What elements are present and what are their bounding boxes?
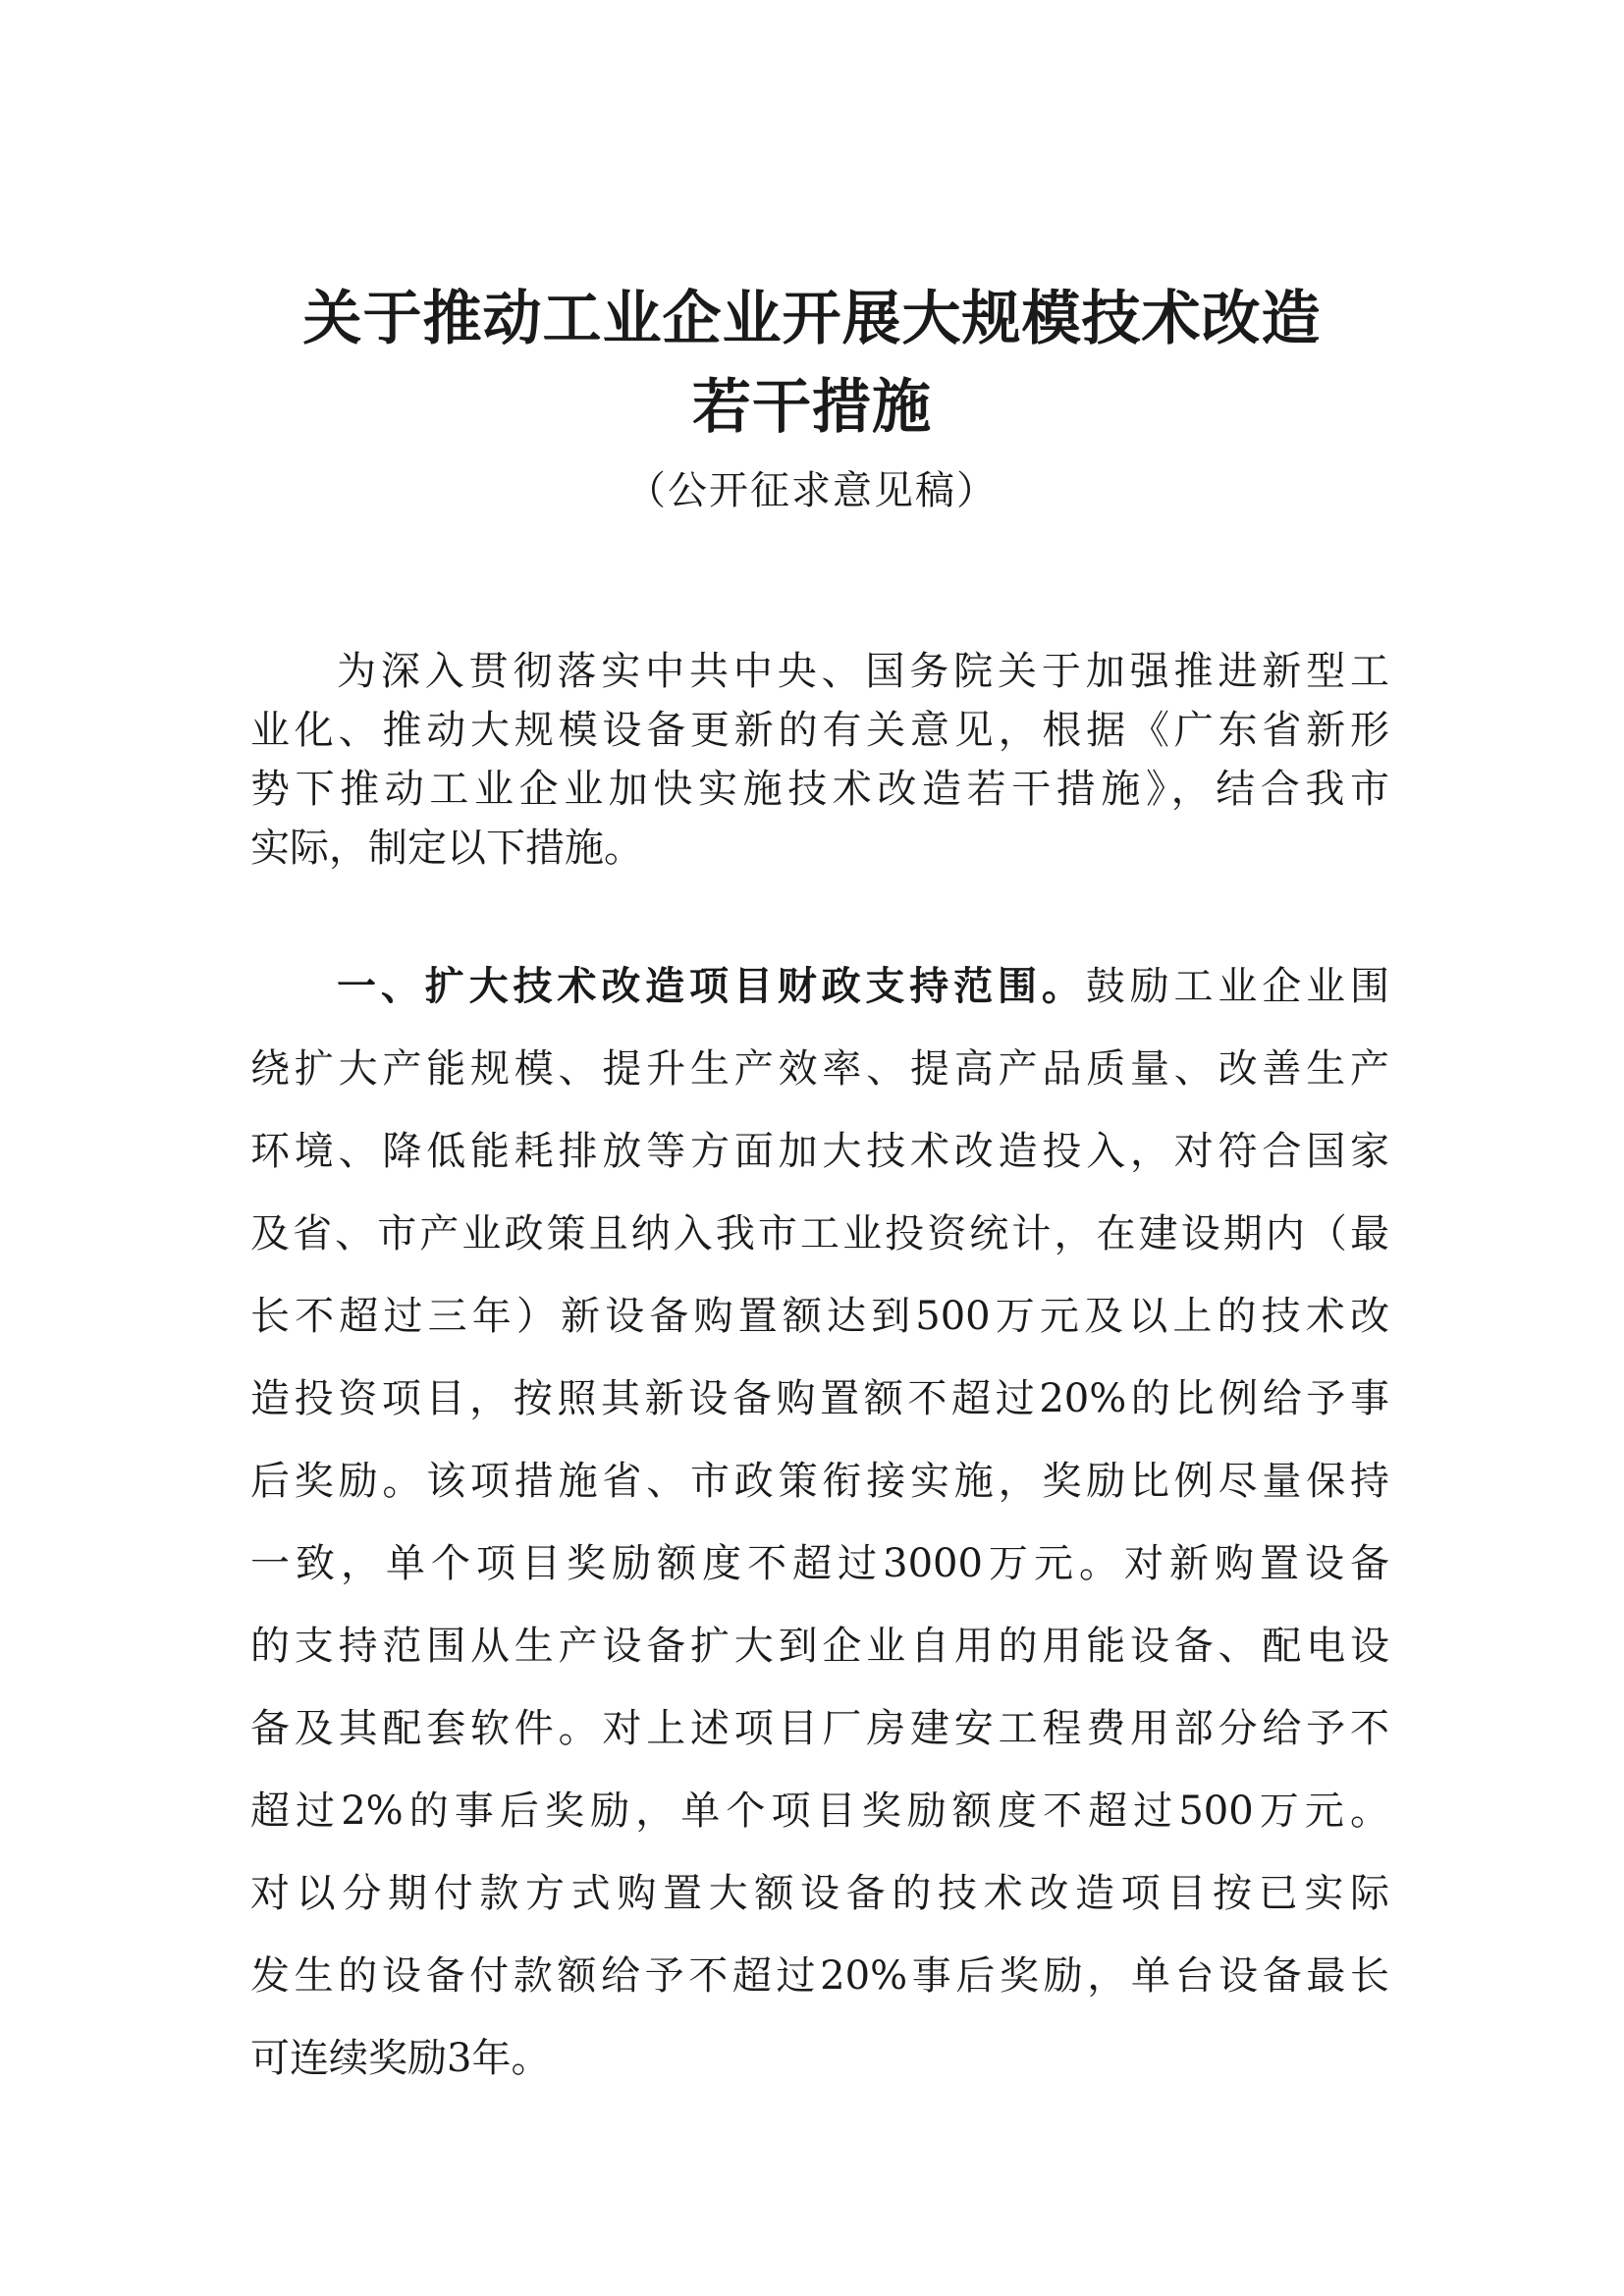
paragraph-2-line-11: 超过2%的事后奖励，单个项目奖励额度不超过500万元。	[250, 1789, 1389, 1834]
paragraph-1-line-2: 业化、推动大规模设备更新的有关意见，根据《广东省新形	[250, 708, 1389, 753]
paragraph-2-line-13: 发生的设备付款额给予不超过20%事后奖励，单台设备最长	[250, 1953, 1389, 1999]
section-heading: 一、扩大技术改造项目财政支持范围。	[337, 964, 1086, 1009]
document-subtitle: （公开征求意见稿）	[626, 468, 998, 513]
paragraph-2-line-5: 长不超过三年）新设备购置额达到500万元及以上的技术改	[250, 1294, 1389, 1339]
document-title-line-1: 关于推动工业企业开展大规模技术改造	[302, 285, 1322, 353]
paragraph-2-line-6: 造投资项目，按照其新设备购置额不超过20%的比例给予事	[250, 1376, 1389, 1421]
paragraph-2-line-7: 后奖励。该项措施省、市政策衔接实施，奖励比例尽量保持	[250, 1459, 1389, 1504]
paragraph-2-line-1-text: 鼓励工业企业围	[1085, 964, 1390, 1009]
paragraph-2-line-8: 一致，单个项目奖励额度不超过3000万元。对新购置设备	[250, 1541, 1389, 1586]
paragraph-2-line-1	[337, 957, 1389, 1016]
paragraph-2-line-9: 的支持范围从生产设备扩大到企业自用的用能设备、配电设	[250, 1624, 1389, 1669]
paragraph-1-line-1: 为深入贯彻落实中共中央、国务院关于加强推进新型工	[337, 649, 1389, 694]
paragraph-2-line-10: 备及其配套软件。对上述项目厂房建安工程费用部分给予不	[250, 1706, 1389, 1751]
document-title-line-2: 若干措施	[692, 373, 932, 442]
paragraph-2-line-2: 绕扩大产能规模、提升生产效率、提高产品质量、改善生产	[250, 1046, 1389, 1092]
paragraph-2-line-3: 环境、降低能耗排放等方面加大技术改造投入，对符合国家	[250, 1129, 1389, 1174]
paragraph-1-line-4: 实际，制定以下措施。	[250, 826, 643, 871]
paragraph-1-line-3: 势下推动工业企业加快实施技术改造若干措施》，结合我市	[250, 767, 1389, 812]
paragraph-2-line-12: 对以分期付款方式购置大额设备的技术改造项目按已实际	[250, 1871, 1389, 1916]
paragraph-2-line-4: 及省、市产业政策且纳入我市工业投资统计，在建设期内（最	[250, 1211, 1389, 1256]
paragraph-2-line-14: 可连续奖励3年。	[250, 2036, 551, 2081]
